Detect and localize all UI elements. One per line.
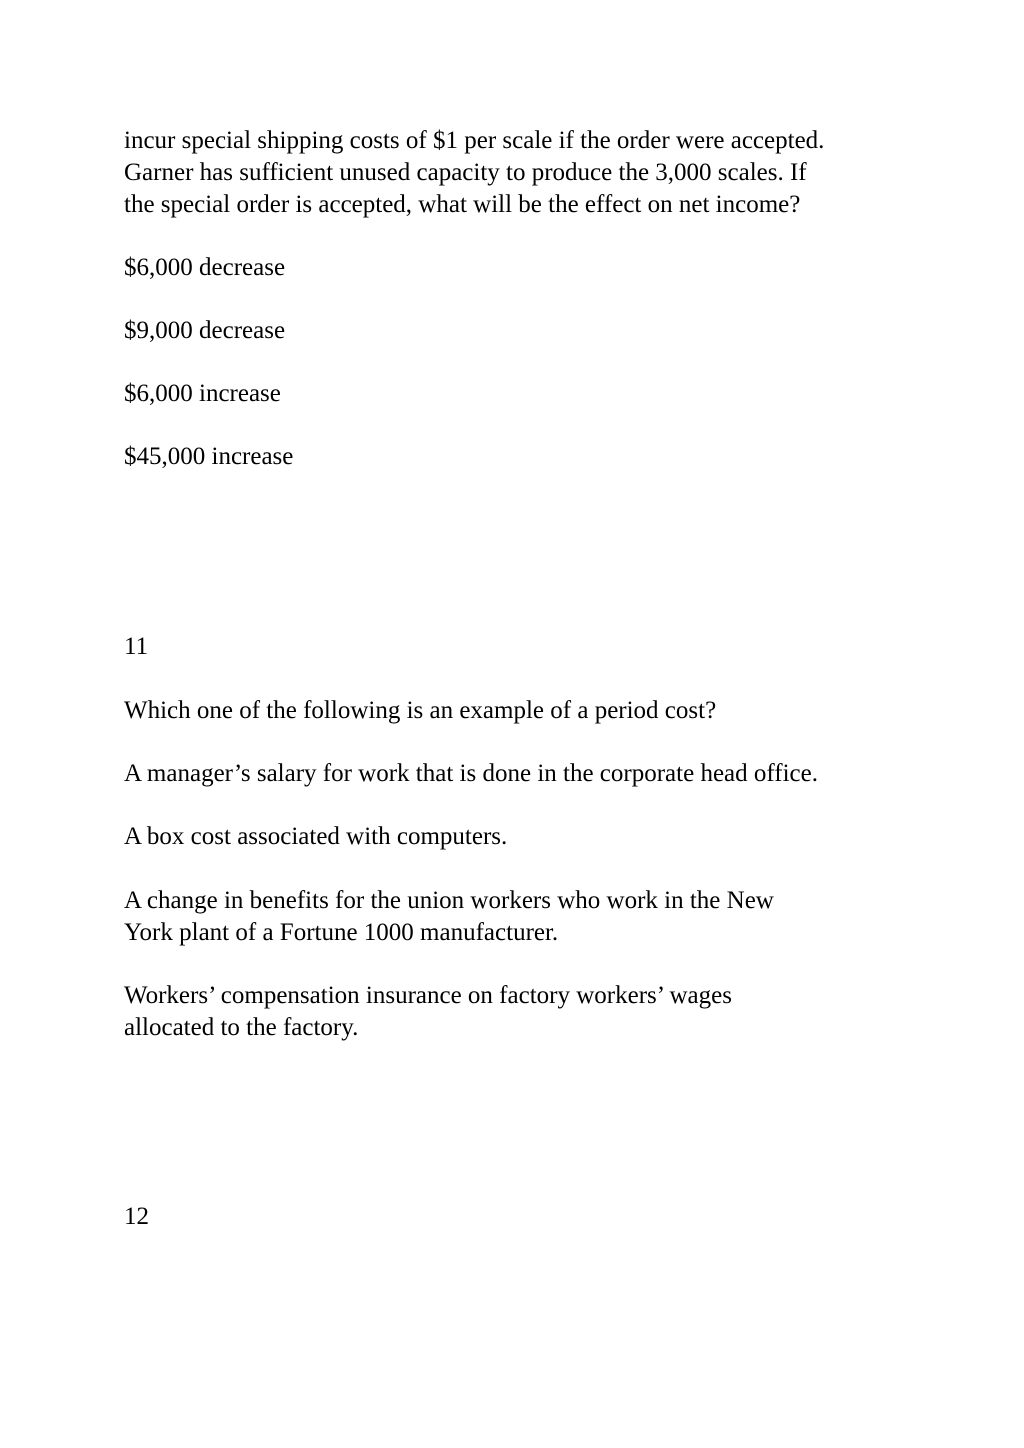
q11-option-a-line: A manager’s salary for work that is done in the corporate head office. bbox=[124, 760, 818, 787]
q11-option-c[interactable] bbox=[124, 885, 924, 949]
q10-option-a[interactable]: $6,000 decrease bbox=[124, 254, 286, 281]
q10-option-c[interactable]: $6,000 increase bbox=[124, 380, 281, 407]
q11-option-d[interactable] bbox=[124, 980, 924, 1044]
q11-option-a[interactable] bbox=[124, 758, 924, 790]
q11-option-c-line: A change in benefits for the union workers who work in the New bbox=[124, 887, 774, 914]
q10-stem-line: the special order is accepted, what will be the effect on net income? bbox=[124, 191, 801, 218]
q10-option-b[interactable]: $9,000 decrease bbox=[124, 317, 286, 344]
q10-option-d[interactable]: $45,000 increase bbox=[124, 443, 294, 470]
q11-option-d-line: allocated to the factory. bbox=[124, 1014, 359, 1041]
q11-option-d-line: Workers’ compensation insurance on factory workers’ wages bbox=[124, 982, 732, 1009]
q11-question: Which one of the following is an example of a period cost? bbox=[124, 697, 717, 724]
q10-stem-line: incur special shipping costs of $1 per scale if the order were accepted. bbox=[124, 127, 825, 154]
q11-option-c-line: York plant of a Fortune 1000 manufacturer. bbox=[124, 919, 559, 946]
q10-stem-line: Garner has sufficient unused capacity to produce the 3,000 scales. If bbox=[124, 159, 807, 186]
q11-number: 11 bbox=[124, 633, 149, 660]
q11-option-b-line: A box cost associated with computers. bbox=[124, 823, 508, 850]
q10-stem bbox=[124, 125, 924, 221]
q12-number: 12 bbox=[124, 1203, 149, 1230]
q11-option-b[interactable] bbox=[124, 821, 924, 853]
